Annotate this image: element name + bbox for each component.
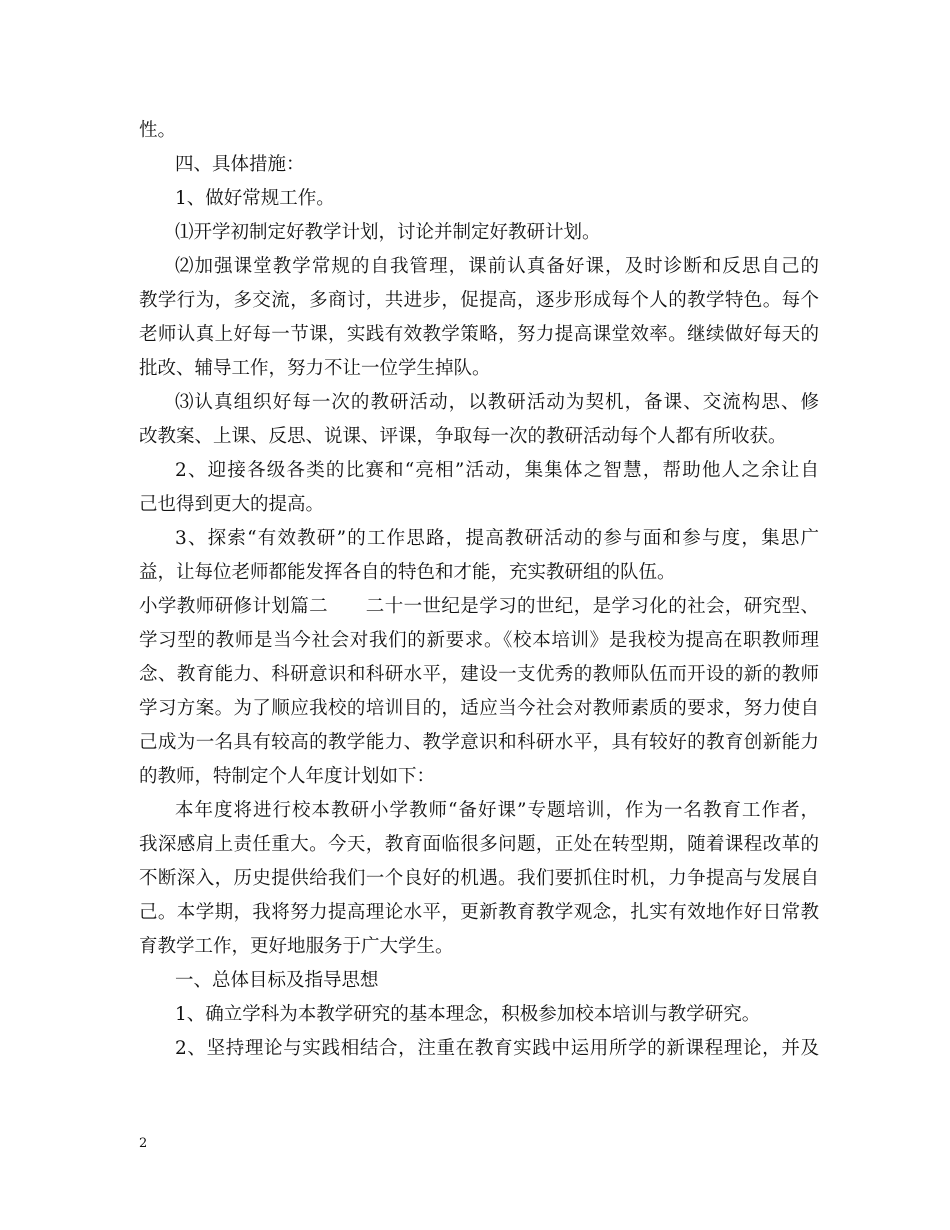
text-line: 1、做好常规工作。 <box>175 188 335 209</box>
text-line: 学习型的教师是当今社会对我们的新要求。《校本培训》是我校为提高在职教师理 <box>139 630 819 651</box>
text-line: 2、坚持理论与实践相结合，注重在教育实践中运用所学的新课程理论，并及 <box>175 1038 819 1059</box>
text-line: 的教师，特制定个人年度计划如下： <box>139 766 436 787</box>
text-line: 不断深入，历史提供给我们一个良好的机遇。我们要抓住时机，力争提高与发展自 <box>139 868 819 889</box>
text-line: 老师认真上好每一节课，实践有效教学策略，努力提高课堂效率。继续做好每天的 <box>139 324 819 345</box>
text-line: ⑵加强课堂教学常规的自我管理，课前认真备好课，及时诊断和反思自己的 <box>175 256 819 277</box>
text-line: 己。本学期，我将努力提高理论水平，更新教育教学观念，扎实有效地作好日常教 <box>139 902 819 923</box>
text-line: 益，让每位老师都能发挥各自的特色和才能，充实教研组的队伍。 <box>139 562 676 583</box>
text-line: 我深感肩上责任重大。今天，教育面临很多问题，正处在转型期，随着课程改革的 <box>139 834 819 855</box>
document-body <box>139 114 819 1066</box>
text-line: 2、迎接各级各类的比赛和“亮相”活动，集集体之智慧，帮助他人之余让自 <box>175 460 819 481</box>
text-line: 1、确立学科为本教学研究的基本理念，积极参加校本培训与教学研究。 <box>175 1004 761 1025</box>
text-line: 小学教师研修计划篇二 二十一世纪是学习的世纪，是学习化的社会，研究型、 <box>139 596 819 617</box>
text-line: 学习方案。为了顺应我校的培训目的，适应当今社会对教师素质的要求，努力使自 <box>139 698 819 719</box>
text-line: 念、教育能力、科研意识和科研水平，建设一支优秀的教师队伍而开设的新的教师 <box>139 664 819 685</box>
text-line: ⑴开学初制定好教学计划，讨论并制定好教研计划。 <box>175 222 601 243</box>
text-line: 教学行为，多交流，多商讨，共进步，促提高，逐步形成每个人的教学特色。每个 <box>139 290 819 311</box>
text-line: 性。 <box>139 120 177 141</box>
text-line: 3、探索“有效教研”的工作思路，提高教研活动的参与面和参与度，集思广 <box>175 528 819 549</box>
text-line: ⑶认真组织好每一次的教研活动，以教研活动为契机，备课、交流构思、修 <box>175 392 819 413</box>
page-number: 2 <box>139 1136 148 1151</box>
text-line: 育教学工作，更好地服务于广大学生。 <box>139 936 454 957</box>
text-line: 本年度将进行校本教研小学教师“备好课”专题培训，作为一名教育工作者， <box>175 800 819 821</box>
text-line: 己成为一名具有较高的教学能力、教学意识和科研水平，具有较好的教育创新能力 <box>139 732 819 753</box>
text-line: 改教案、上课、反思、说课、评课，争取每一次的教研活动每个人都有所收获。 <box>139 426 787 447</box>
text-line: 己也得到更大的提高。 <box>139 494 325 515</box>
text-line: 四、具体措施： <box>175 154 305 175</box>
text-line: 一、总体目标及指导思想 <box>175 970 379 991</box>
text-line: 批改、辅导工作，努力不让一位学生掉队。 <box>139 358 491 379</box>
